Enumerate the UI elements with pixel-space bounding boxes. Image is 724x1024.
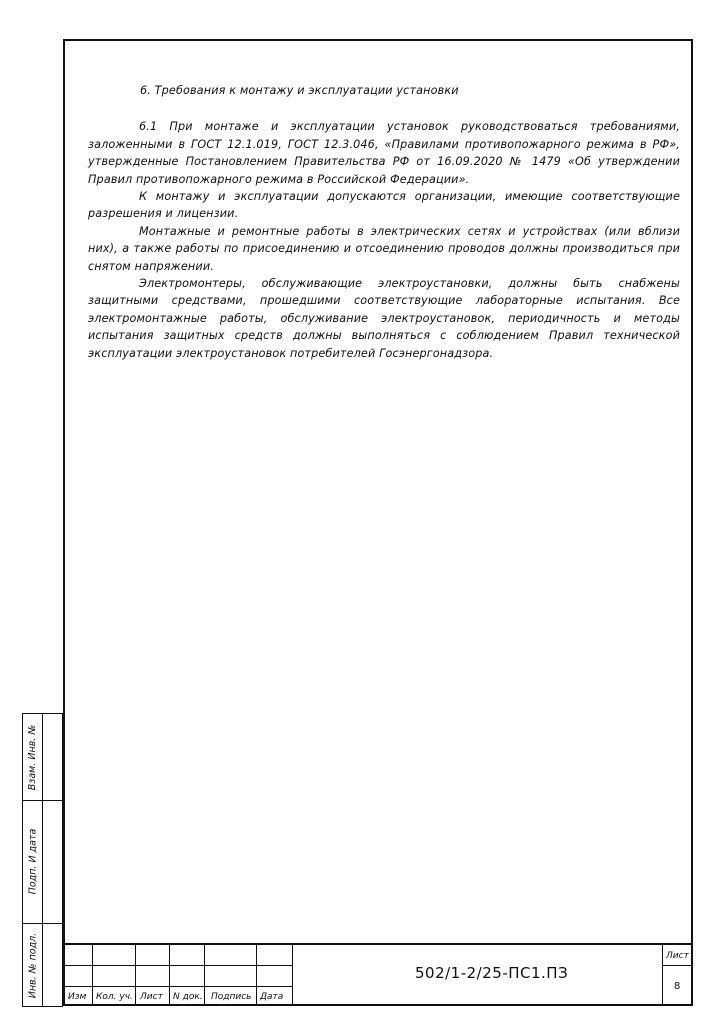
col-podpis-label: Подпись bbox=[211, 992, 252, 1002]
col-list-label: Лист bbox=[140, 992, 163, 1002]
vzam-inv-label: Взам. Инв. № bbox=[27, 724, 38, 790]
section-heading: 6. Требования к монтажу и эксплуатации установки bbox=[140, 84, 459, 97]
inv-podl-label: Инв. № подл. bbox=[27, 932, 39, 999]
sheet-number: 8 bbox=[674, 981, 681, 992]
col-kol-uch-label: Кол. уч. bbox=[96, 992, 133, 1002]
document-body bbox=[88, 82, 680, 362]
col-data-label: Дата bbox=[260, 992, 284, 1002]
paragraph-electricians: Электромонтеры, обслуживающие электроустановки, должны быть снабжены защитными средствами, прошедшими соответствующие лабораторные испытания. Все электромонтажные работы, обслуживание электроустановок, периодичность и методы испытания защитных средств должны выполняться с соблюдением Правил технической эксплуатации электроустановок потребителей Госэнергонадзора. bbox=[88, 277, 680, 360]
paragraph-works-voltage: Монтажные и ремонтные работы в электрических сетях и устройствах (или вблизи них), а также работы по присоединению и отсоединению проводов должны производиться при снятом напряжении. bbox=[88, 224, 680, 273]
title-block bbox=[63, 943, 693, 1006]
sheet-label: Лист bbox=[666, 951, 689, 961]
paragraph-6-1: 6.1 При монтаже и эксплуатации установок руководствоваться требованиями, заложенными в ГОСТ 12.1.019, ГОСТ 12.3.046, «Правилами противопожарного режима в РФ», утвержденные Постановлением Правительства РФ от 16.09.2020 № 1479 «Об утверждении Правил противопожарного режима в Российской Федерации». bbox=[88, 120, 680, 186]
col-n-dok-label: N док. bbox=[173, 992, 203, 1002]
paragraph-admission: К монтажу и эксплуатации допускаются организации, имеющие соответствующие разрешения и лицензии. bbox=[88, 190, 680, 221]
document-code: 502/1-2/25-ПС1.ПЗ bbox=[415, 964, 569, 982]
side-stamp-box bbox=[22, 713, 63, 1007]
podp-data-label: Подп. И дата bbox=[27, 828, 38, 895]
col-izm-label: Изм bbox=[68, 992, 87, 1002]
